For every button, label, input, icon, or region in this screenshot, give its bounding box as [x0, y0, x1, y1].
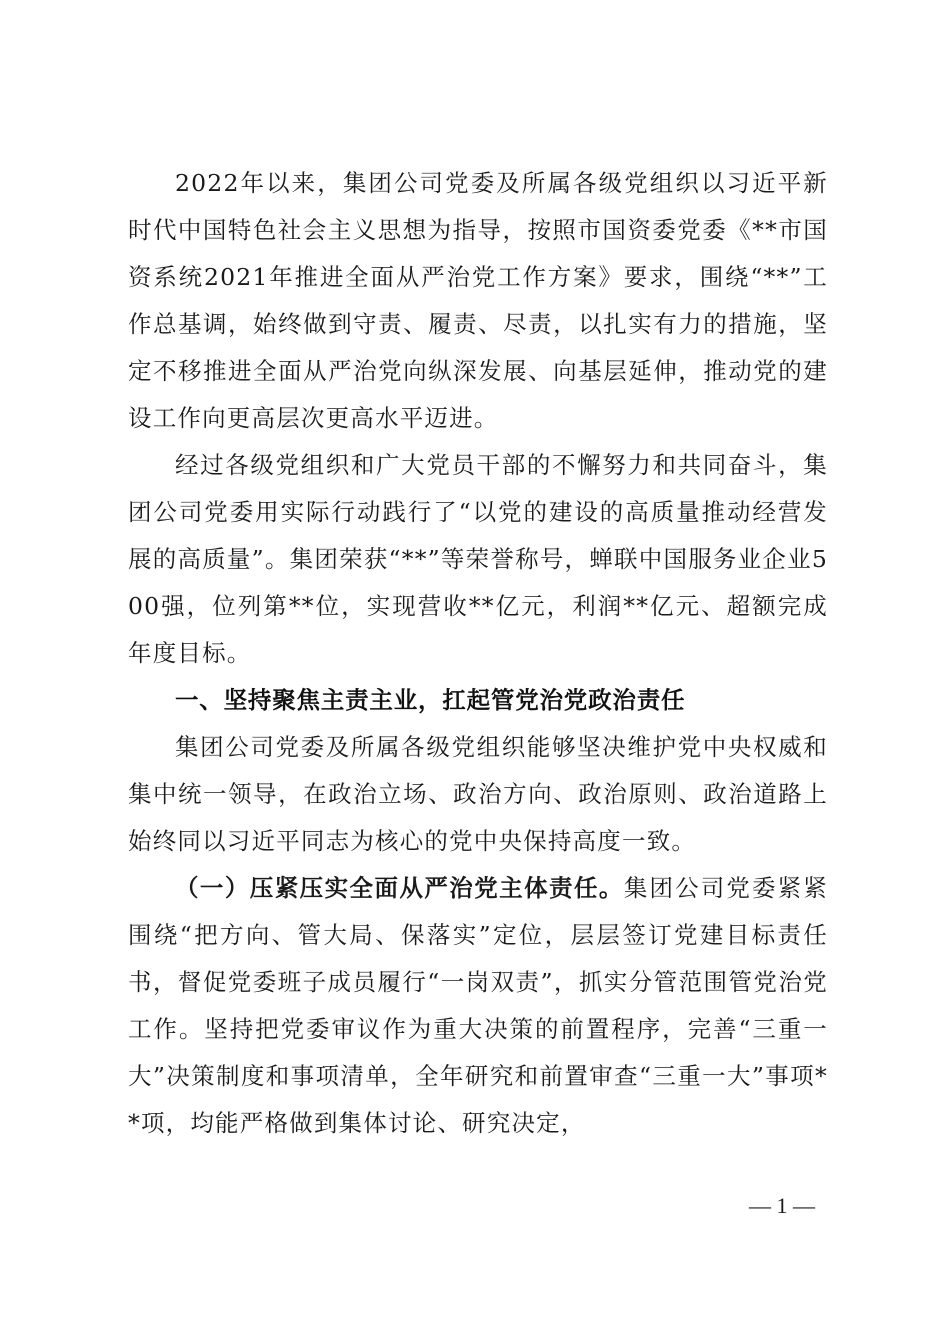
achievement-paragraph: 经过各级党组织和广大党员干部的不懈努力和共同奋斗，集团公司党委用实际行动践行了“以党的建设的高质量推动经营发展的高质量”。集团荣获“**”等荣誉称号，蝉联中国服务业企业500强，位列第**位，实现营收**亿元，利润**亿元、超额完成年度目标。 [128, 451, 828, 667]
document-body [128, 160, 828, 1147]
subsection-title: （一）压紧压实全面从严治党主体责任。 [175, 874, 624, 902]
intro-paragraph: 2022年以来，集团公司党委及所属各级党组织以习近平新时代中国特色社会主义思想为指导，按照市国资委党委《**市国资系统2021年推进全面从严治党工作方案》要求，围绕“**”工作总基调，始终做到守责、履责、尽责，以扎实有力的措施，坚定不移推进全面从严治党向纵深发展、向基层延伸，推动党的建设工作向更高层次更高水平迈进。 [128, 169, 828, 432]
section-heading: 一、坚持聚焦主责主业，扛起管党治党政治责任 [175, 686, 686, 714]
section-paragraph: 集团公司党委及所属各级党组织能够坚决维护党中央权威和集中统一领导，在政治立场、政治方向、政治原则、政治道路上始终同以习近平同志为核心的党中央保持高度一致。 [128, 733, 828, 855]
subsection-body: 集团公司党委紧紧围绕“把方向、管大局、保落实”定位，层层签订党建目标责任书，督促党委班子成员履行“一岗双责”，抓实分管范围管党治党工作。坚持把党委审议作为重大决策的前置程序，完善“三重一大”决策制度和事项清单，全年研究和前置审查“三重一大”事项**项，均能严格做到集体讨论、研究决定， [128, 874, 828, 1137]
page-number: — 1 — [749, 1193, 815, 1218]
subsection-paragraph [128, 865, 828, 1147]
